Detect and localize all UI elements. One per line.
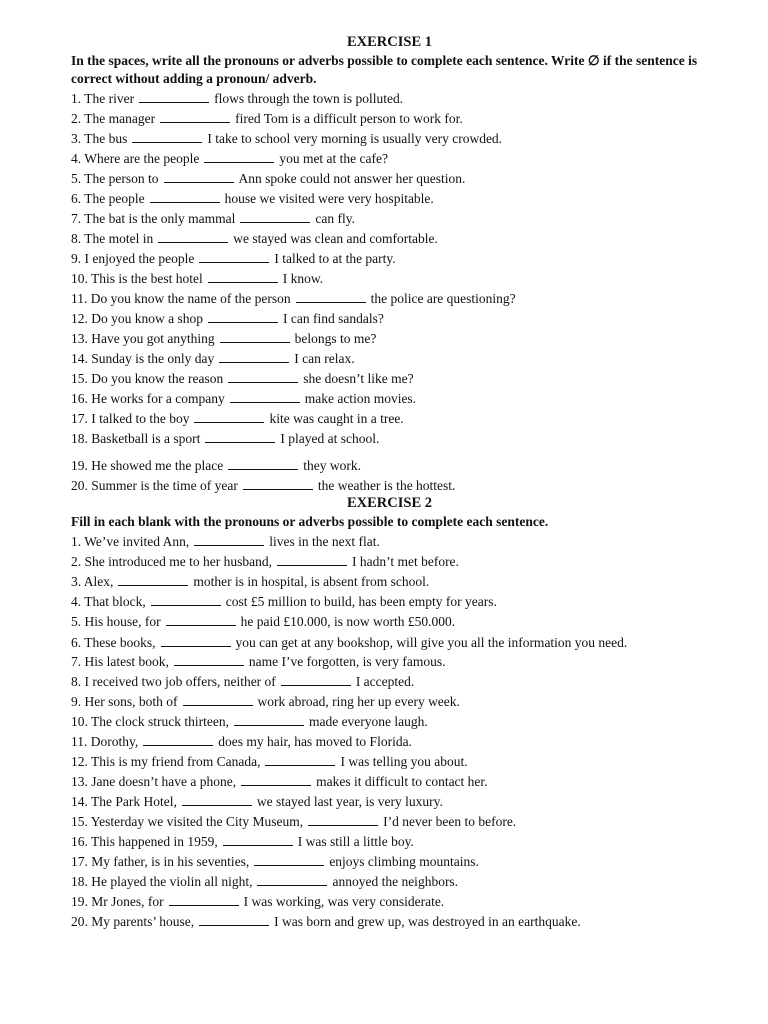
exercise-1-instructions: In the spaces, write all the pronouns or adverbs possible to complete each sentence. Write ∅ if the sentence is correct without adding a pronoun/ adverb.	[71, 53, 698, 86]
exercise-item: 4. Where are the people you met at the cafe?	[71, 151, 389, 166]
answer-blank[interactable]	[219, 351, 289, 363]
answer-blank[interactable]	[208, 311, 278, 323]
answer-blank[interactable]	[132, 131, 202, 143]
exercise-item: 20. My parents’ house, I was born and grew up, was destroyed in an earthquake.	[71, 914, 581, 929]
answer-blank[interactable]	[241, 774, 311, 786]
exercise-item: 7. His latest book, name I’ve forgotten, is very famous.	[71, 654, 446, 669]
answer-blank[interactable]	[208, 271, 278, 283]
answer-blank[interactable]	[199, 251, 269, 263]
exercise-item: 7. The bat is the only mammal can fly.	[71, 211, 355, 226]
exercise-item: 4. That block, cost £5 million to build, has been empty for years.	[71, 594, 497, 609]
exercise-1-title: EXERCISE 1	[346, 34, 432, 50]
answer-blank[interactable]	[243, 478, 313, 490]
answer-blank[interactable]	[228, 371, 298, 383]
exercise-1-list	[71, 89, 708, 496]
exercise-item: 2. The manager fired Tom is a difficult person to work for.	[71, 111, 463, 126]
answer-blank[interactable]	[296, 291, 366, 303]
exercise-item: 12. Do you know a shop I can find sandals?	[71, 311, 384, 326]
exercise-1-section	[71, 33, 708, 496]
exercise-item: 18. Basketball is a sport I played at school.	[71, 431, 380, 446]
answer-blank[interactable]	[281, 674, 351, 686]
exercise-item: 1. We’ve invited Ann, lives in the next flat.	[71, 534, 380, 549]
answer-blank[interactable]	[234, 714, 304, 726]
exercise-item: 3. The bus I take to school very morning is usually very crowded.	[71, 131, 503, 146]
answer-blank[interactable]	[254, 854, 324, 866]
exercise-item: 10. The clock struck thirteen, made everyone laugh.	[71, 714, 428, 729]
exercise-item: 8. The motel in we stayed was clean and comfortable.	[71, 231, 438, 246]
answer-blank[interactable]	[308, 814, 378, 826]
exercise-item: 5. The person to Ann spoke could not answer her question.	[71, 171, 466, 186]
answer-blank[interactable]	[166, 614, 236, 626]
exercise-item: 19. He showed me the place they work.	[71, 458, 361, 473]
answer-blank[interactable]	[169, 894, 239, 906]
exercise-item: 16. This happened in 1959, I was still a little boy.	[71, 834, 414, 849]
exercise-item: 15. Do you know the reason she doesn’t like me?	[71, 371, 414, 386]
answer-blank[interactable]	[151, 594, 221, 606]
answer-blank[interactable]	[265, 754, 335, 766]
exercise-item: 2. She introduced me to her husband, I hadn’t met before.	[71, 554, 459, 569]
exercise-2-instructions: Fill in each blank with the pronouns or adverbs possible to complete each sentence.	[71, 514, 549, 529]
answer-blank[interactable]	[205, 431, 275, 443]
exercise-2-title: EXERCISE 2	[346, 495, 432, 511]
exercise-item: 14. Sunday is the only day I can relax.	[71, 351, 355, 366]
exercise-item: 11. Dorothy, does my hair, has moved to Florida.	[71, 734, 412, 749]
exercise-item: 16. He works for a company make action movies.	[71, 391, 417, 406]
exercise-item: 9. Her sons, both of work abroad, ring her up every week.	[71, 694, 460, 709]
exercise-item: 12. This is my friend from Canada, I was telling you about.	[71, 754, 468, 769]
exercise-item: 14. The Park Hotel, we stayed last year, is very luxury.	[71, 794, 443, 809]
exercise-item: 15. Yesterday we visited the City Museum, I’d never been to before.	[71, 814, 517, 829]
answer-blank[interactable]	[257, 874, 327, 886]
answer-blank[interactable]	[182, 794, 252, 806]
exercise-item: 17. I talked to the boy kite was caught in a tree.	[71, 411, 404, 426]
exercise-item: 6. The people house we visited were very hospitable.	[71, 191, 434, 206]
exercise-item: 5. His house, for he paid £10.000, is now worth £50.000.	[71, 614, 456, 629]
exercise-item: 18. He played the violin all night, annoyed the neighbors.	[71, 874, 459, 889]
answer-blank[interactable]	[204, 151, 274, 163]
exercise-item: 10. This is the best hotel I know.	[71, 271, 324, 286]
exercise-item: 13. Have you got anything belongs to me?	[71, 331, 377, 346]
exercise-item: 6. These books, you can get at any bookshop, will give you all the information you need.	[71, 635, 628, 650]
exercise-item: 9. I enjoyed the people I talked to at the party.	[71, 251, 396, 266]
exercise-item: 13. Jane doesn’t have a phone, makes it difficult to contact her.	[71, 774, 488, 789]
answer-blank[interactable]	[160, 111, 230, 123]
answer-blank[interactable]	[228, 458, 298, 470]
exercise-item: 8. I received two job offers, neither of I accepted.	[71, 674, 415, 689]
answer-blank[interactable]	[158, 231, 228, 243]
answer-blank[interactable]	[194, 411, 264, 423]
answer-blank[interactable]	[230, 391, 300, 403]
answer-blank[interactable]	[220, 331, 290, 343]
exercise-item: 17. My father, is in his seventies, enjoys climbing mountains.	[71, 854, 479, 869]
answer-blank[interactable]	[277, 554, 347, 566]
answer-blank[interactable]	[183, 694, 253, 706]
exercise-2-section	[71, 494, 708, 932]
answer-blank[interactable]	[164, 171, 234, 183]
exercise-item: 11. Do you know the name of the person the police are questioning?	[71, 291, 516, 306]
answer-blank[interactable]	[223, 834, 293, 846]
exercise-item: 3. Alex, mother is in hospital, is absent from school.	[71, 574, 430, 589]
exercise-item: 20. Summer is the time of year the weather is the hottest.	[71, 478, 456, 493]
answer-blank[interactable]	[199, 914, 269, 926]
answer-blank[interactable]	[150, 191, 220, 203]
answer-blank[interactable]	[139, 91, 209, 103]
answer-blank[interactable]	[194, 534, 264, 546]
answer-blank[interactable]	[240, 211, 310, 223]
exercise-item: 1. The river flows through the town is polluted.	[71, 91, 404, 106]
answer-blank[interactable]	[143, 734, 213, 746]
answer-blank[interactable]	[174, 654, 244, 666]
exercise-2-list	[71, 532, 708, 932]
exercise-item: 19. Mr Jones, for I was working, was very considerate.	[71, 894, 445, 909]
answer-blank[interactable]	[161, 635, 231, 647]
answer-blank[interactable]	[118, 574, 188, 586]
